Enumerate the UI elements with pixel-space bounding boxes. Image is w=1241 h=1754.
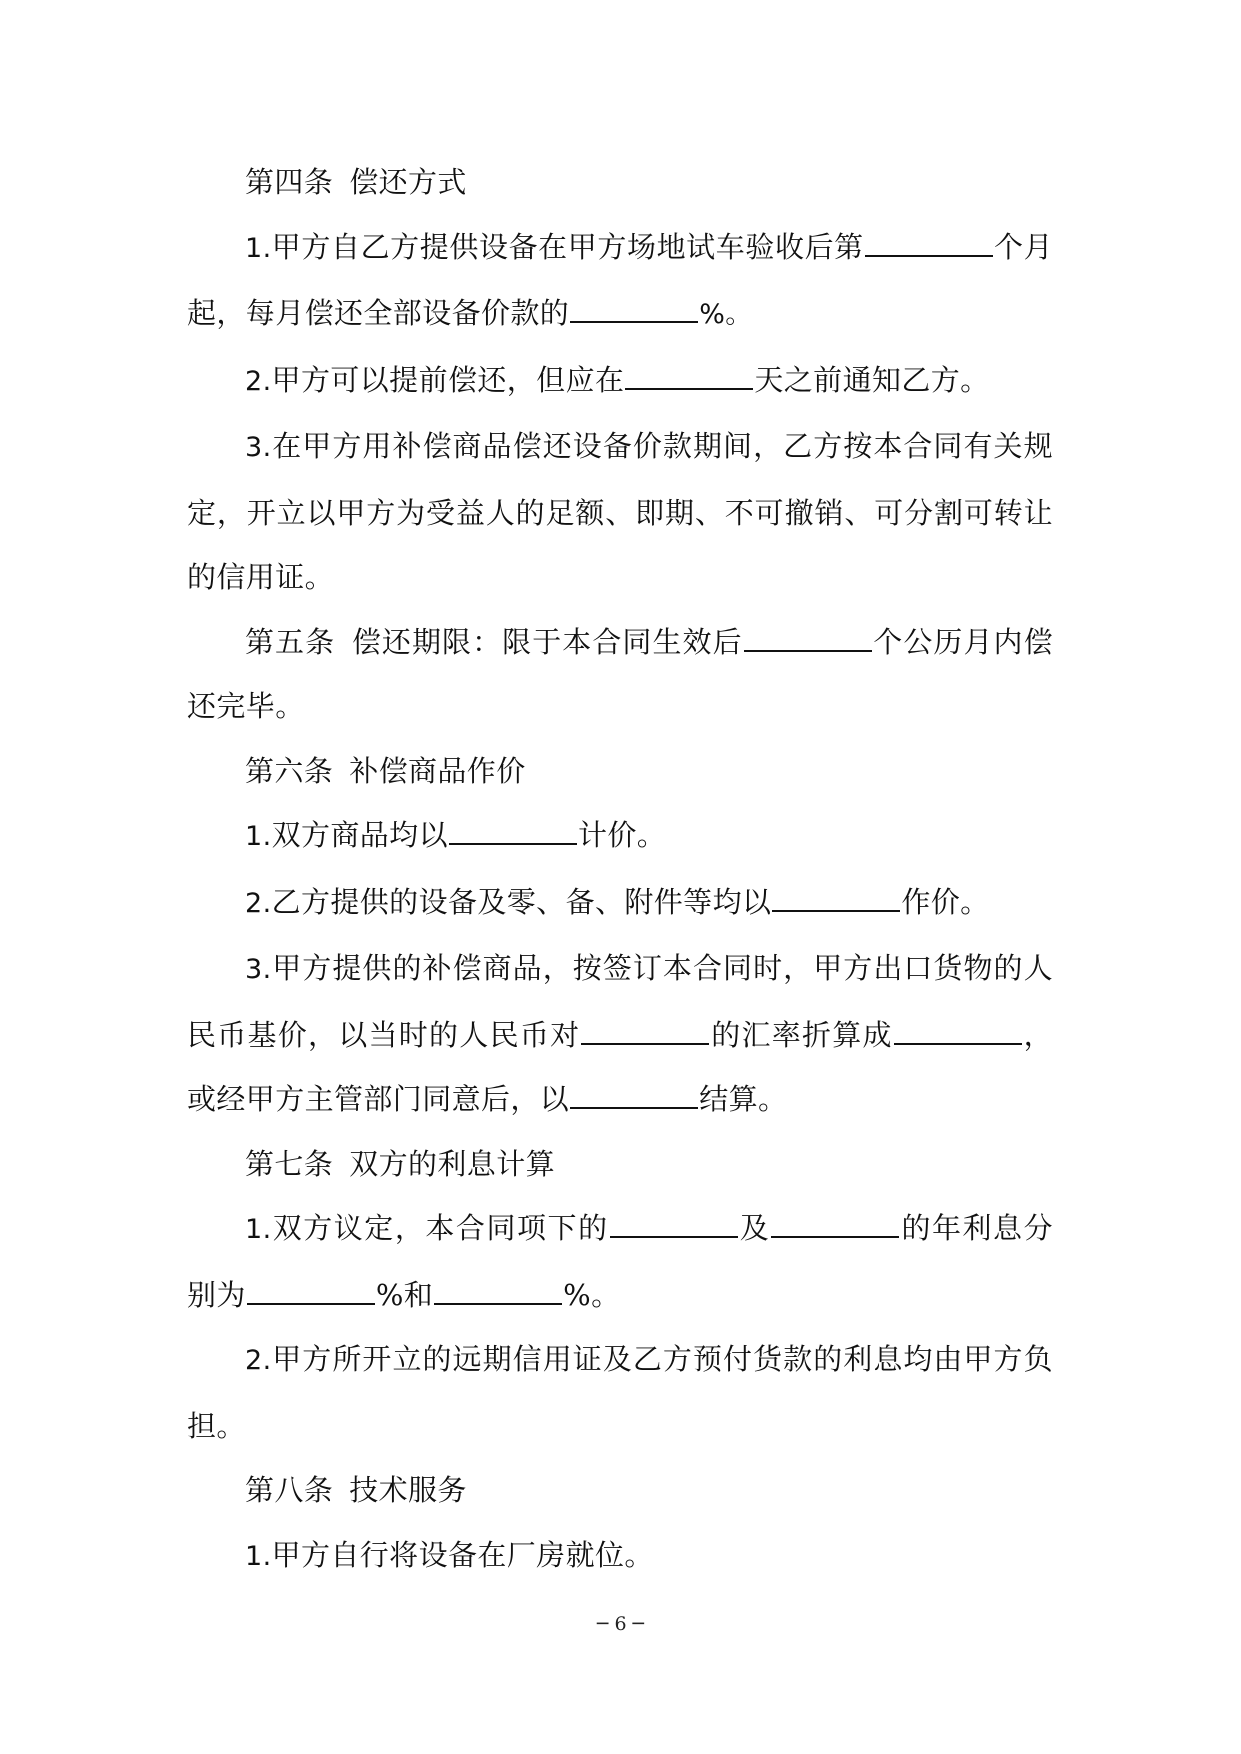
fill-blank[interactable] bbox=[449, 819, 577, 845]
article-number: 第八条 bbox=[245, 1473, 334, 1507]
clause-number: 1. bbox=[245, 1214, 272, 1245]
fill-blank[interactable] bbox=[772, 886, 900, 912]
clause-text: %。 bbox=[699, 299, 753, 330]
clause-text: 乙方提供的设备及零、备、附件等均以 bbox=[271, 884, 772, 919]
clause-text: 甲方提供的补偿商品，按签订本合同时，甲方出口货物的人民币基价，以当时的人民币对 bbox=[187, 951, 1053, 1052]
clause-text: 结算。 bbox=[699, 1082, 788, 1116]
fill-blank[interactable] bbox=[247, 1279, 375, 1305]
clause-number: 1. bbox=[245, 821, 272, 852]
article-4-clause-3 bbox=[187, 414, 1053, 610]
clause-text: 个公历月内偿还完毕。 bbox=[187, 624, 1054, 723]
article-7-clause-1 bbox=[187, 1196, 1053, 1327]
clause-text: 的汇率折算成 bbox=[710, 1017, 893, 1052]
document-body bbox=[187, 150, 1053, 1589]
clause-text: 偿还期限：限于本合同生效后 bbox=[351, 624, 743, 659]
clause-text: 甲方自乙方提供设备在甲方场地试车验收后第 bbox=[271, 229, 864, 264]
article-6-clause-2 bbox=[187, 870, 1053, 937]
clause-text: ，或经甲方主管部门同意后，以 bbox=[187, 1017, 1054, 1116]
fill-blank[interactable] bbox=[865, 231, 993, 257]
fill-blank[interactable] bbox=[625, 364, 753, 390]
article-7-heading bbox=[187, 1132, 1053, 1197]
page-number: ─ 6 ─ bbox=[596, 1613, 645, 1635]
article-4-heading bbox=[187, 150, 1053, 215]
article-number: 第五条 bbox=[245, 624, 336, 659]
clause-number: 3. bbox=[245, 432, 272, 463]
clause-number: 1. bbox=[245, 232, 272, 264]
fill-blank[interactable] bbox=[744, 626, 872, 652]
clause-text: 及 bbox=[738, 1211, 771, 1245]
clause-text: 甲方自行将设备在厂房就位。 bbox=[271, 1537, 654, 1572]
article-4-clause-2 bbox=[187, 348, 1053, 415]
article-8-clause-1 bbox=[187, 1523, 1053, 1590]
article-title: 技术服务 bbox=[349, 1473, 467, 1507]
article-6-clause-1 bbox=[187, 803, 1053, 870]
clause-text: 在甲方用补偿商品偿还设备价款期间，乙方按本合同有关规定，开立以甲方为受益人的足额、即期、不可撤销、可分割可转让的信用证。 bbox=[187, 429, 1053, 594]
clause-text: 双方议定，本合同项下的 bbox=[271, 1211, 609, 1245]
clause-text: 个月起，每月偿还全部设备价款的 bbox=[187, 229, 1053, 330]
article-4-clause-1 bbox=[187, 215, 1053, 348]
fill-blank[interactable] bbox=[771, 1212, 899, 1238]
clause-text: %。 bbox=[563, 1277, 621, 1312]
article-6-heading bbox=[187, 739, 1053, 804]
article-5 bbox=[187, 610, 1053, 739]
article-8-heading bbox=[187, 1458, 1053, 1523]
clause-number: 1. bbox=[245, 1540, 272, 1572]
fill-blank[interactable] bbox=[570, 297, 698, 323]
clause-text: 天之前通知乙方。 bbox=[754, 362, 990, 397]
article-6-clause-3 bbox=[187, 936, 1053, 1132]
fill-blank[interactable] bbox=[610, 1212, 738, 1238]
fill-blank[interactable] bbox=[570, 1083, 698, 1109]
clause-text: 甲方所开立的远期信用证及乙方预付货款的利息均由甲方负担。 bbox=[187, 1342, 1053, 1443]
clause-text: 双方商品均以 bbox=[271, 818, 448, 852]
article-7-clause-2 bbox=[187, 1327, 1053, 1458]
clause-text: 作价。 bbox=[901, 884, 990, 919]
clause-number: 2. bbox=[245, 1345, 272, 1376]
article-title: 双方的利息计算 bbox=[349, 1146, 556, 1181]
fill-blank[interactable] bbox=[581, 1019, 709, 1045]
clause-text: 的年利息分别为 bbox=[187, 1211, 1053, 1312]
clause-number: 2. bbox=[245, 365, 272, 397]
clause-number: 3. bbox=[245, 954, 272, 985]
fill-blank[interactable] bbox=[434, 1279, 562, 1305]
article-title: 补偿商品作价 bbox=[349, 753, 526, 788]
clause-number: 2. bbox=[245, 887, 272, 919]
clause-text: 计价。 bbox=[577, 818, 667, 852]
article-number: 第六条 bbox=[245, 753, 334, 788]
article-number: 第四条 bbox=[245, 165, 334, 199]
clause-text: 甲方可以提前偿还，但应在 bbox=[271, 362, 625, 397]
clause-text: %和 bbox=[375, 1277, 434, 1312]
article-title: 偿还方式 bbox=[349, 165, 467, 199]
fill-blank[interactable] bbox=[894, 1019, 1022, 1045]
article-number: 第七条 bbox=[245, 1146, 334, 1181]
